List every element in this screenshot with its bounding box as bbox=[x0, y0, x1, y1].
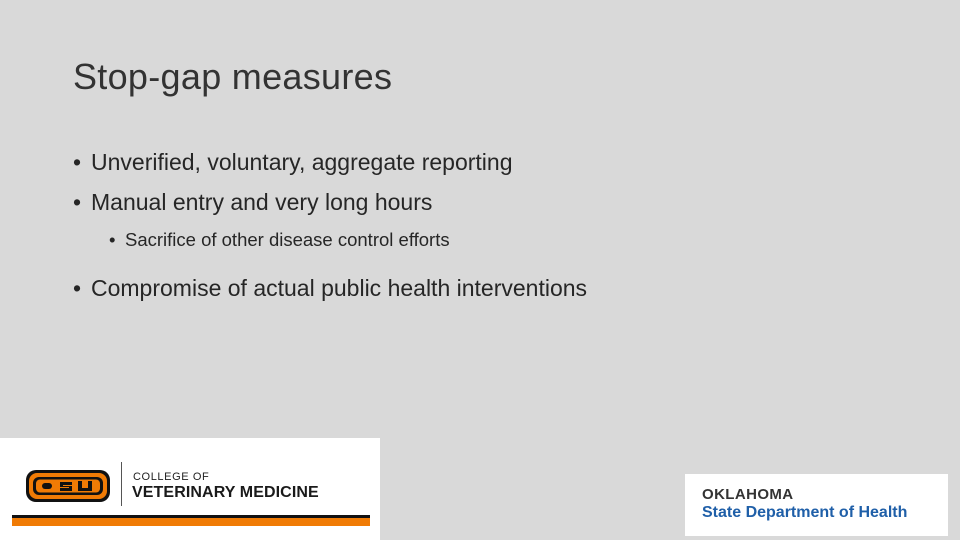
bullet-marker: • bbox=[73, 275, 82, 301]
bullet-text: Manual entry and very long hours bbox=[91, 189, 433, 215]
osdh-logo bbox=[685, 474, 948, 536]
bullet-text: Unverified, voluntary, aggregate reporting bbox=[91, 149, 513, 175]
logo-divider bbox=[121, 462, 122, 506]
bullet-text: Compromise of actual public health interventions bbox=[91, 275, 588, 301]
slide-title: Stop-gap measures bbox=[73, 56, 393, 97]
osu-vetmed-logo bbox=[0, 438, 380, 540]
osdh-oklahoma-text: OKLAHOMA bbox=[702, 486, 794, 503]
bullet-marker: • bbox=[73, 189, 82, 215]
osu-logo-icon bbox=[24, 466, 112, 506]
bullet-item bbox=[73, 274, 893, 302]
bullet-item bbox=[73, 148, 893, 176]
veterinary-medicine-text: VETERINARY MEDICINE bbox=[132, 484, 319, 501]
bullet-marker: • bbox=[109, 229, 116, 250]
osdh-department-text: State Department of Health bbox=[702, 504, 908, 521]
logo-stripe-orange bbox=[12, 518, 370, 526]
bullet-item bbox=[73, 188, 893, 216]
bullet-marker: • bbox=[73, 149, 82, 175]
bullet-text: Sacrifice of other disease control efforts bbox=[125, 229, 450, 250]
bullet-list bbox=[73, 146, 893, 301]
college-of-text: COLLEGE OF bbox=[133, 471, 210, 483]
sub-bullet-item bbox=[109, 226, 929, 254]
